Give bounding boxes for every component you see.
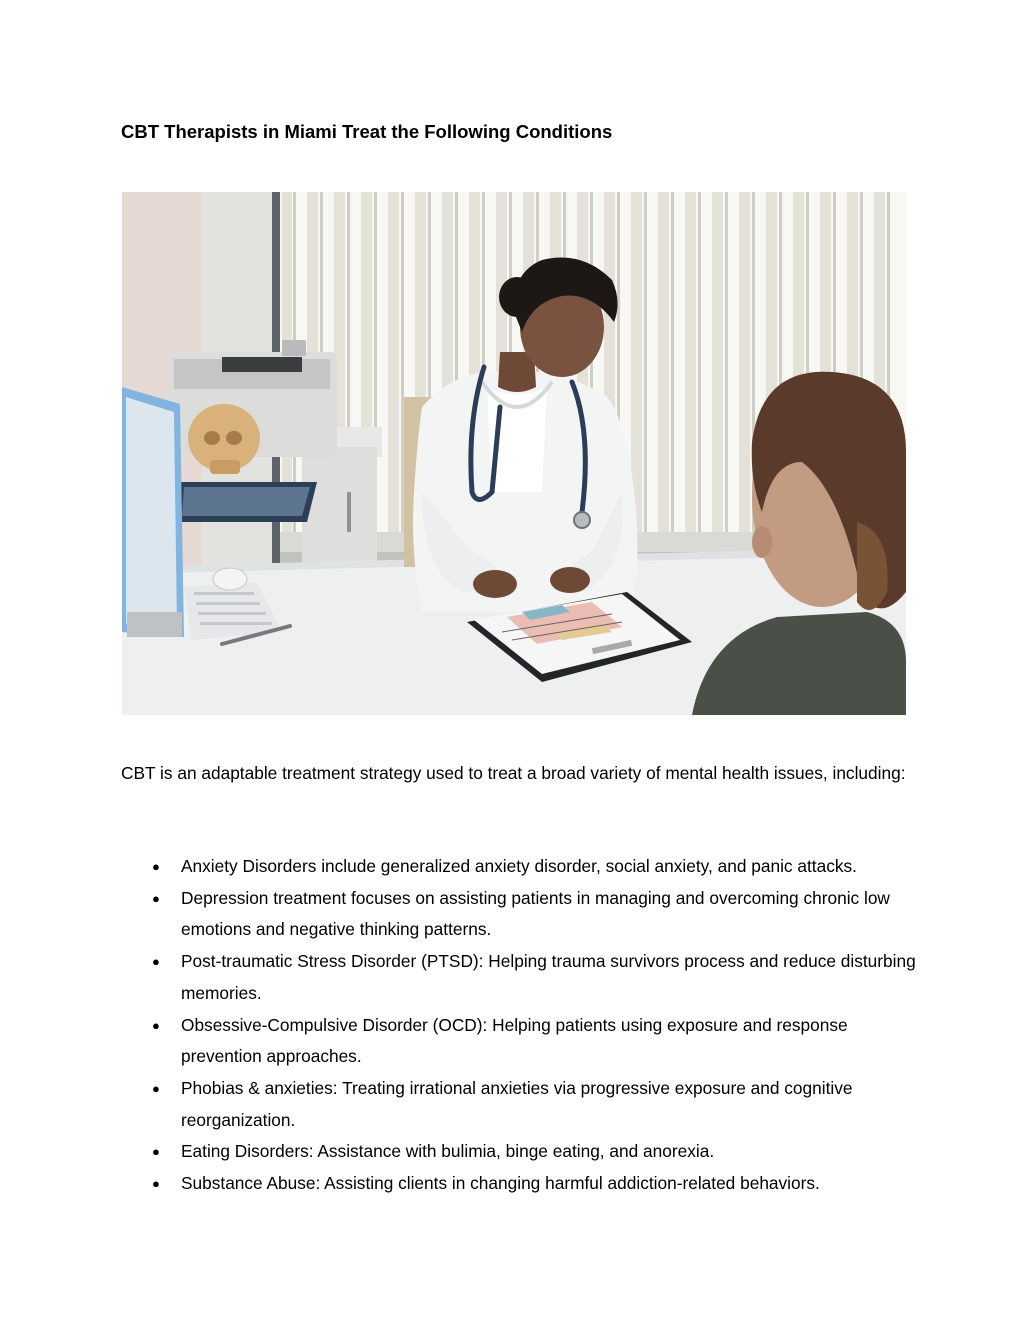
list-item-ocd: ● Obsessive-Compulsive Disorder (OCD): Helping patients using exposure and response prevention approaches.: [181, 1010, 916, 1073]
doctor-consultation-photo: [122, 192, 906, 715]
list-item-ptsd: ● Post-traumatic Stress Disorder (PTSD): Helping trauma survivors process and reduce disturbing memories.: [181, 946, 916, 1009]
list-item-eating-disorders: ● Eating Disorders: Assistance with bulimia, binge eating, and anorexia.: [181, 1136, 916, 1168]
list-item-anxiety: ● Anxiety Disorders include generalized anxiety disorder, social anxiety, and panic attacks.: [181, 851, 916, 883]
list-item-phobias: ● Phobias & anxieties: Treating irrational anxieties via progressive exposure and cognitive reorganization.: [181, 1073, 916, 1136]
list-item-substance-abuse: ● Substance Abuse: Assisting clients in changing harmful addiction-related behaviors.: [181, 1168, 916, 1200]
list-item-depression: ● Depression treatment focuses on assisting patients in managing and overcoming chronic low emotions and negative thinking patterns.: [181, 883, 916, 946]
conditions-list: [181, 851, 916, 1200]
page-title: CBT Therapists in Miami Treat the Following Conditions: [121, 121, 613, 142]
intro-paragraph: CBT is an adaptable treatment strategy used to treat a broad variety of mental health issues, including:: [121, 763, 906, 783]
